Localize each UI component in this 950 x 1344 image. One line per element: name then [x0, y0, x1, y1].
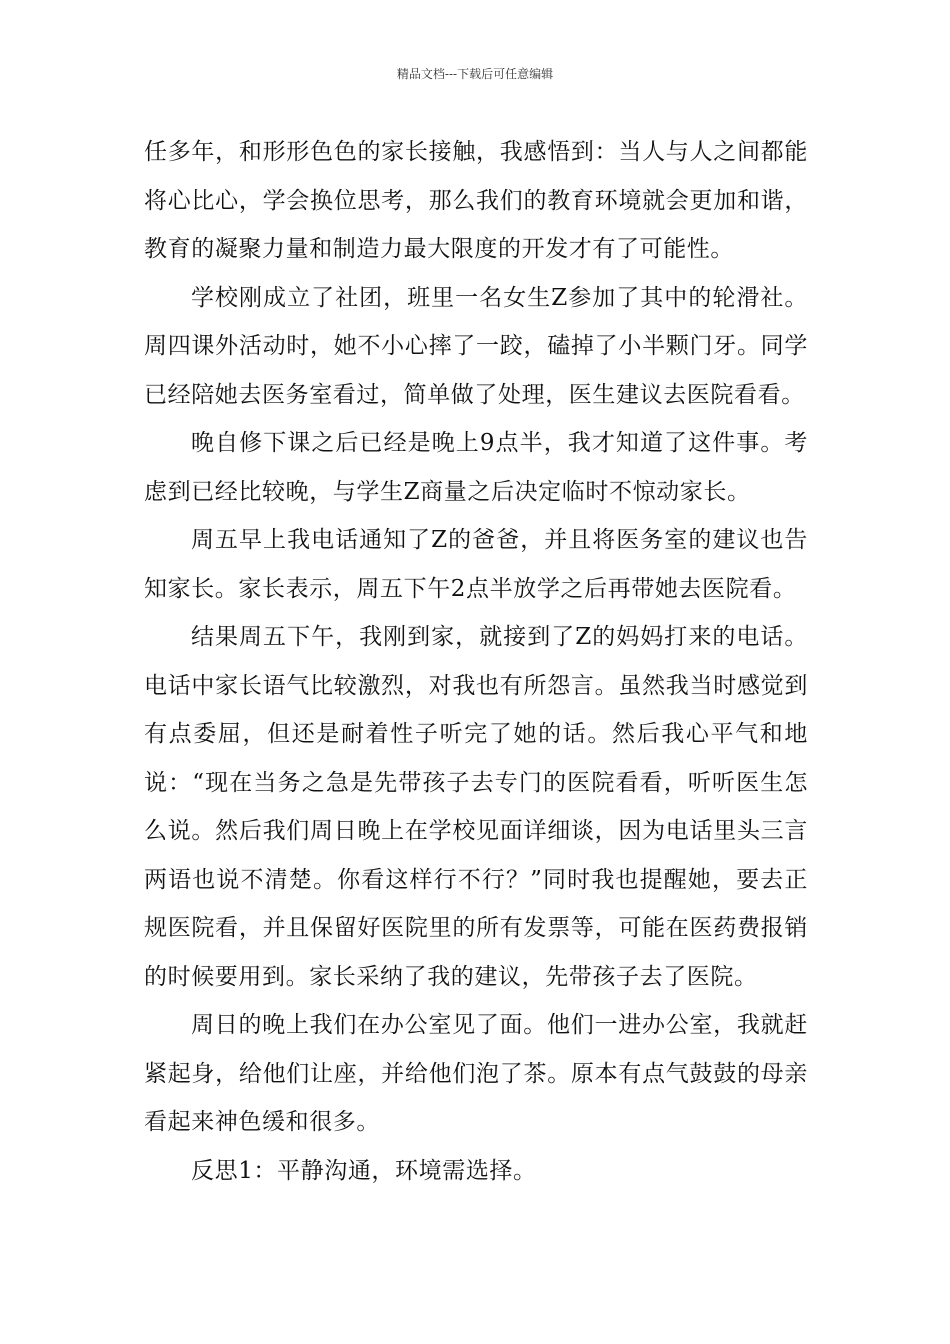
reflection-heading: 反思1：平静沟通，环境需选择。 [191, 1157, 537, 1184]
page-header: 精品文档---下载后可任意编辑 [396, 67, 554, 81]
paragraph: 周五早上我电话通知了Z的爸爸，并且将医务室的建议也告知家长。家长表示，周五下午2点半放学之后再带她去医院看。 [144, 527, 808, 602]
paragraph: 学校刚成立了社团，班里一名女生Z参加了其中的轮滑社。周四课外活动时，她不小心摔了一跤，磕掉了小半颗门牙。同学已经陪她去医务室看过，简单做了处理，医生建议去医院看看。 [144, 284, 808, 408]
paragraph: 结果周五下午，我刚到家，就接到了Z的妈妈打来的电话。电话中家长语气比较激烈，对我也有所怨言。虽然我当时感觉到有点委屈，但还是耐着性子听完了她的话。然后我心平气和地说：“现在当务之急是先带孩子去专门的医院看看，听听医生怎么说。然后我们周日晚上在学校见面详细谈，因为电话里头三言两语也说不清楚。你看这样行不行？”同时我也提醒她，要去正规医院看，并且保留好医院里的所有发票等，可能在医药费报销的时候要用到。家长采纳了我的建议，先带孩子去了医院。 [144, 624, 808, 990]
paragraph: 晚自修下课之后已经是晚上9点半，我才知道了这件事。考虑到已经比较晚，与学生Z商量之后决定临时不惊动家长。 [144, 430, 808, 505]
paragraph-continued: 任多年，和形形色色的家长接触，我感悟到：当人与人之间都能将心比心，学会换位思考，那么我们的教育环境就会更加和谐，教育的凝聚力量和制造力最大限度的开发才有了可能性。 [144, 139, 808, 262]
document-body [144, 128, 808, 1195]
paragraph: 周日的晚上我们在办公室见了面。他们一进办公室，我就赶紧起身，给他们让座，并给他们泡了茶。原本有点气鼓鼓的母亲看起来神色缓和很多。 [144, 1012, 808, 1135]
